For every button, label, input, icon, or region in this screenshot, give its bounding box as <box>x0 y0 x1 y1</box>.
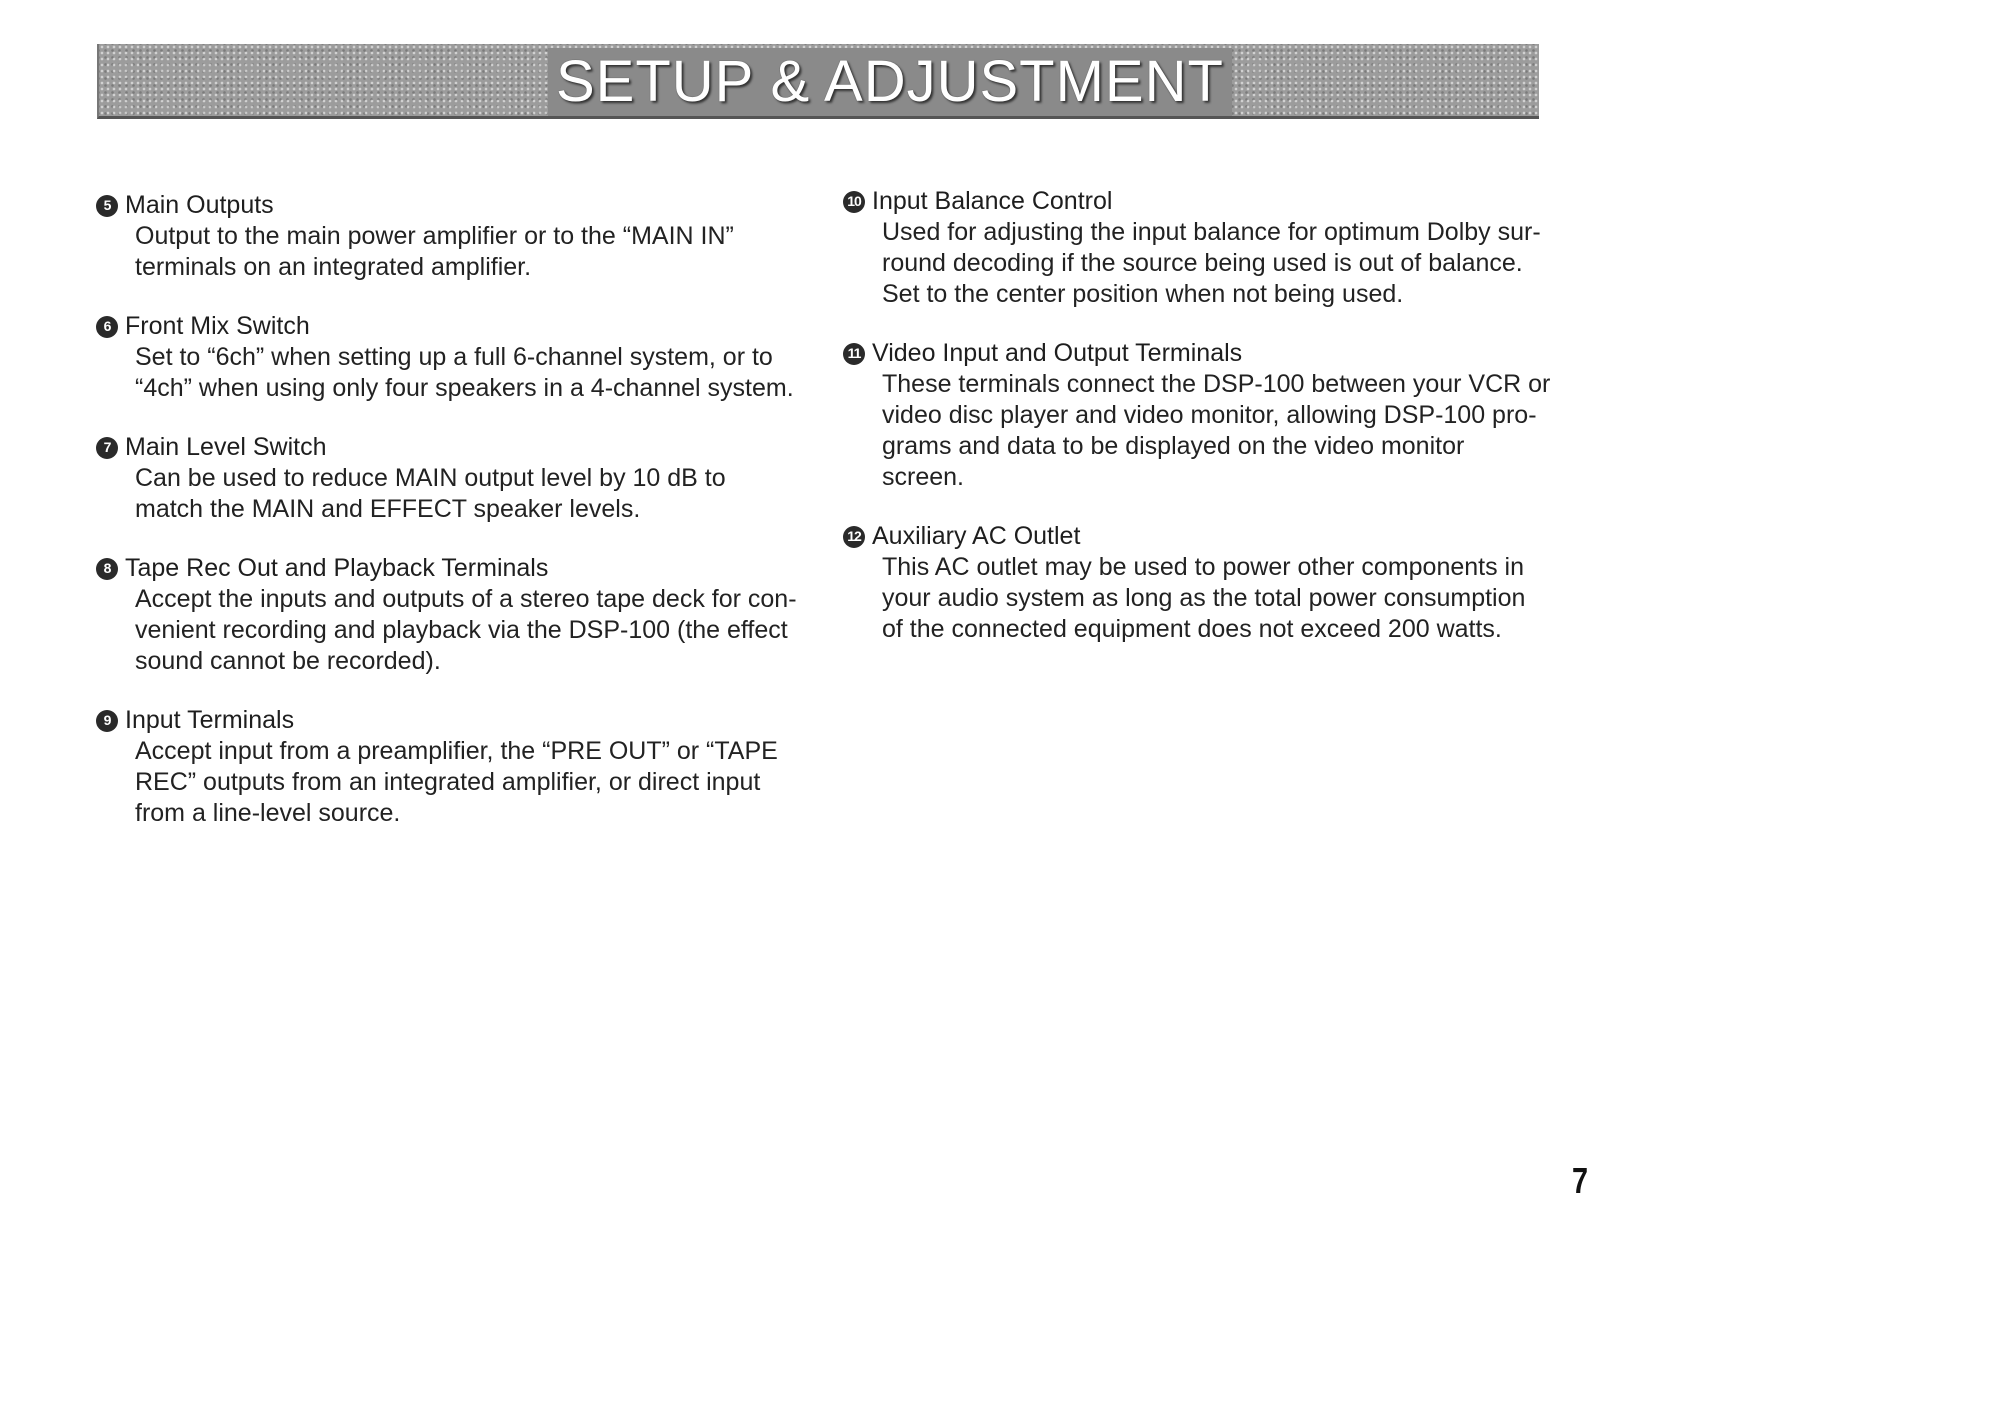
list-item-main-outputs <box>96 190 816 283</box>
item-title: Input Balance Control <box>872 187 1113 215</box>
item-title: Auxiliary AC Outlet <box>872 522 1081 550</box>
list-item-video-terminals <box>843 338 1563 493</box>
number-badge-icon: 11 <box>843 343 865 365</box>
item-description: Output to the main power amplifier or to the “MAIN IN” terminals on an integrated amplifier. <box>135 222 734 281</box>
item-heading <box>96 705 816 736</box>
item-title: Main Level Switch <box>125 433 327 461</box>
list-item-main-level-switch <box>96 432 816 525</box>
item-description: These terminals connect the DSP-100 between your VCR or video disc player and video monitor, allowing DSP-100 pro- grams and data to be displayed on the video monitor screen. <box>882 370 1551 491</box>
page-number: 7 <box>1572 1160 1589 1201</box>
item-description: Used for adjusting the input balance for optimum Dolby sur- round decoding if the source being used is out of balance. Set to the center position when not being used. <box>882 218 1541 308</box>
item-heading <box>843 186 1563 217</box>
item-description: Can be used to reduce MAIN output level by 10 dB to match the MAIN and EFFECT speaker levels. <box>135 464 726 523</box>
item-description: Accept input from a preamplifier, the “PRE OUT” or “TAPE REC” outputs from an integrated amplifier, or direct input from a line-level source. <box>135 737 778 827</box>
item-heading <box>96 190 816 221</box>
item-description: Accept the inputs and outputs of a stereo tape deck for con- venient recording and playback via the DSP-100 (the effect sound cannot be recorded). <box>135 585 797 675</box>
list-item-input-balance-control <box>843 186 1563 310</box>
item-description: This AC outlet may be used to power other components in your audio system as long as the total power consumption of the connected equipment does not exceed 200 watts. <box>882 553 1526 643</box>
list-item-input-terminals <box>96 705 816 829</box>
page-title: SETUP & ADJUSTMENT <box>548 48 1232 116</box>
number-badge-icon: 6 <box>96 316 118 338</box>
number-badge-icon: 10 <box>843 191 865 213</box>
number-badge-icon: 9 <box>96 710 118 732</box>
number-badge-icon: 12 <box>843 526 865 548</box>
item-title: Input Terminals <box>125 706 295 734</box>
right-column <box>843 186 1563 673</box>
number-badge-icon: 5 <box>96 195 118 217</box>
item-title: Video Input and Output Terminals <box>872 339 1243 367</box>
list-item-tape-rec-out <box>96 553 816 677</box>
number-badge-icon: 8 <box>96 558 118 580</box>
item-title: Tape Rec Out and Playback Terminals <box>125 554 549 582</box>
item-heading <box>96 311 816 342</box>
item-description: Set to “6ch” when setting up a full 6-channel system, or to “4ch” when using only four speakers in a 4-channel system. <box>135 343 794 402</box>
item-heading <box>843 338 1563 369</box>
item-title: Main Outputs <box>125 191 274 219</box>
item-heading <box>843 521 1563 552</box>
item-title: Front Mix Switch <box>125 312 310 340</box>
list-item-auxiliary-ac-outlet <box>843 521 1563 645</box>
list-item-front-mix-switch <box>96 311 816 404</box>
item-heading <box>96 432 816 463</box>
left-column <box>96 190 816 857</box>
number-badge-icon: 7 <box>96 437 118 459</box>
item-heading <box>96 553 816 584</box>
